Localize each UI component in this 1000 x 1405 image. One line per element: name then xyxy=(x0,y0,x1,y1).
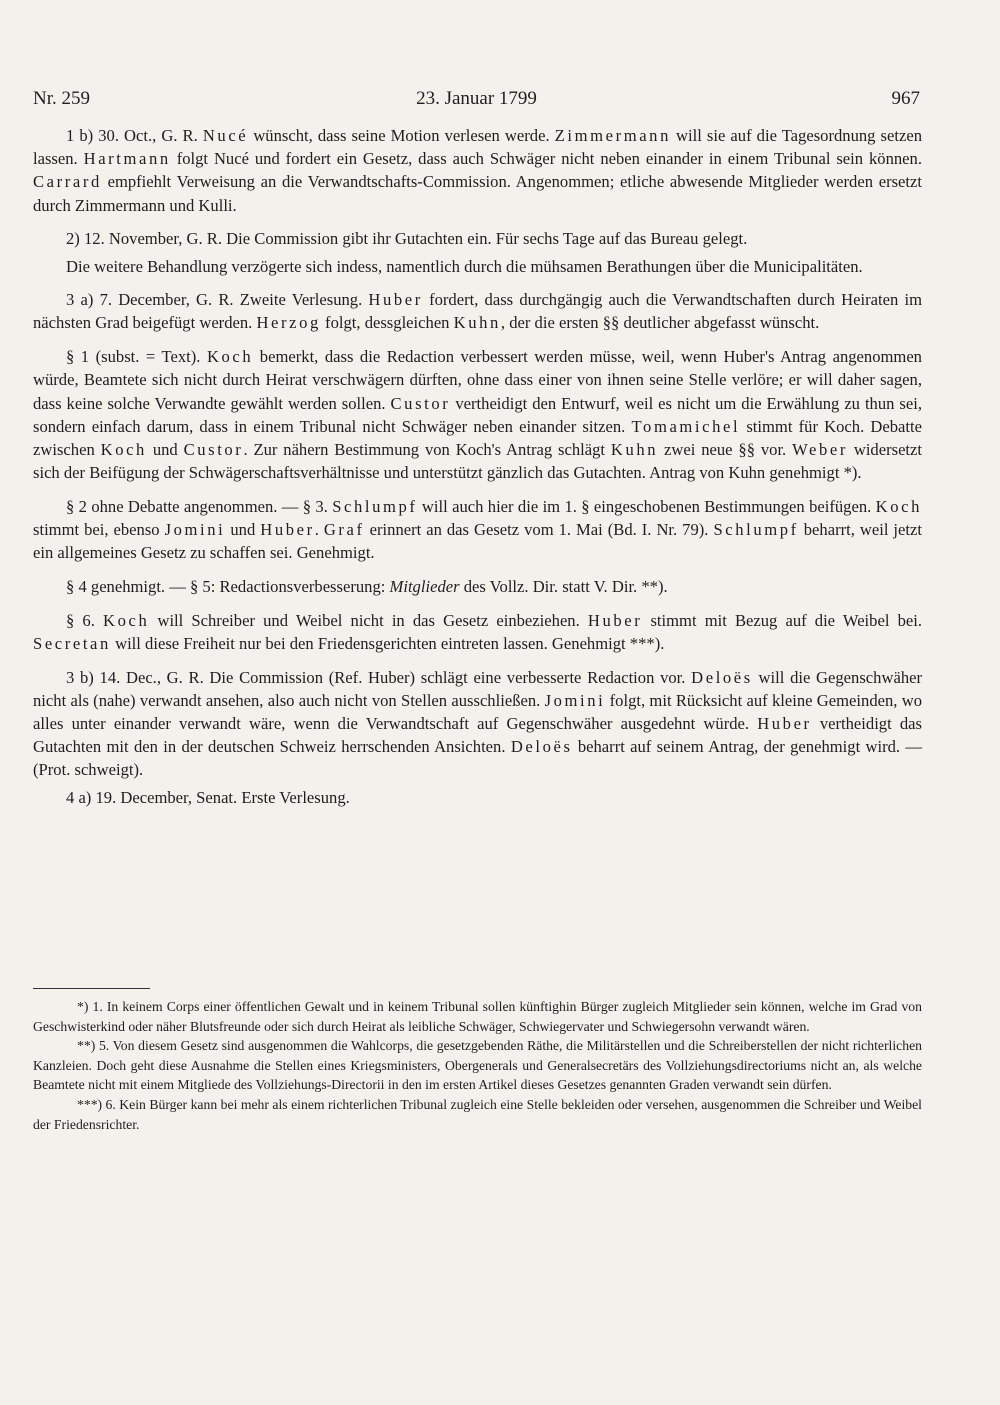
text-run: 3 b) 14. Dec., G. R. Die Commission (Ref. Huber) schlägt eine verbesserte Redaction vor. xyxy=(66,667,692,687)
paragraph xyxy=(33,495,922,565)
text-run: vertheidigt den Entwurf, weil es nicht um die Erwählung zu thun sei, sondern einfach darum, dass in einem Tribunal nicht Schwäger neben einander sitzen. xyxy=(33,393,923,436)
footnote: **) 5. Von diesem Gesetz sind ausgenommen die Wahlcorps, die gesetzgebenden Räthe, die Militärstellen und die Schreiberstellen der nicht richterlichen Kanzleien. Doch geht diese Ausnahme die Stellen eines Kriegsministers, Obergenerals und Generalsecretärs des Vollziehungsdirectoriums nicht an, als welche Beamtete nicht mit einem Mitgliede des Vollziehungs-Directorii in den im ersten Artikel dieses Gesetzes genannten Graden verwandt sein dürfen. xyxy=(33,1038,922,1093)
speaker-name: Koch xyxy=(103,610,150,630)
speaker-name: Hartmann xyxy=(83,149,171,169)
text-run: . xyxy=(314,520,324,540)
header-date: 23. Januar 1799 xyxy=(416,88,537,109)
text-run: , der die ersten §§ deutlicher abgefasst wünscht. xyxy=(500,313,820,333)
speaker-name: Koch xyxy=(100,439,147,459)
speaker-name: Kuhn xyxy=(453,313,501,333)
main-text xyxy=(33,124,922,819)
text-run: fordert, dass durchgängig auch die Verwandtschaften durch Heiraten im nächsten Grad beigefügt werden. xyxy=(33,290,922,333)
paragraph xyxy=(33,124,922,217)
text-run: widersetzt sich der Beifügung der Schwägerschaftsverhältnisse und unterstützt gänzlich das Gutachten. Antrag von Kuhn genehmigt *). xyxy=(33,439,923,483)
speaker-name: Graf xyxy=(323,520,365,540)
text-run: erinnert an das Gesetz vom 1. Mai (Bd. I. Nr. 79). xyxy=(364,520,714,540)
text-run: will Schreiber und Weibel nicht in das Gesetz einbeziehen. xyxy=(149,610,588,630)
speaker-name: Jomini xyxy=(544,690,606,710)
text-run: folgt, mit Rücksicht auf kleine Gemeinden, wo alles unter einander verwandt wäre, wenn die Verwandtschaft auf Gegenschwäher ausgedehnt würde. xyxy=(33,690,922,733)
speaker-name: Carrard xyxy=(33,172,102,192)
text-run: stimmt bei, ebenso xyxy=(33,520,165,540)
paragraph xyxy=(33,786,922,809)
page-number: 967 xyxy=(891,88,920,109)
footnote: ***) 6. Kein Bürger kann bei mehr als einem richterlichen Tribunal zugleich eine Stelle bekleiden oder versehen, ausgenommen die Schreiber und Weibel der Friedensrichter. xyxy=(33,1096,922,1132)
paragraph xyxy=(33,666,922,782)
paragraph xyxy=(33,255,922,278)
text-run: bemerkt, dass die Redaction verbessert werden müsse, weil, wenn Huber's Antrag angenommen würde, Beamtete sich nicht durch Heirat verschwägern dürften, ohne dass einer von ihnen seine Stelle verlöre; er will daher sagen, dass keine solche Verwandte gewählt werden sollen. xyxy=(33,347,922,413)
speaker-name: Koch xyxy=(875,496,922,516)
text-run: beharrt auf seinem Antrag, der genehmigt wird. — (Prot. schweigt). xyxy=(33,737,922,780)
speaker-name: Schlumpf xyxy=(332,496,418,516)
speaker-name: Huber xyxy=(260,520,315,540)
speaker-name: Tomamichel xyxy=(631,416,741,436)
text-run: will die Gegenschwäher nicht als (nahe) verwandt ansehen, also auch nicht von Stellen ausschließen. xyxy=(33,667,923,710)
text-run: wünscht, dass seine Motion verlesen werde. xyxy=(248,126,555,145)
speaker-name: Weber xyxy=(792,439,848,459)
text-run: 3 a) 7. December, G. R. Zweite Verlesung. xyxy=(66,290,369,310)
text-run: zwei neue §§ vor. xyxy=(658,439,793,459)
speaker-name: Custor xyxy=(183,439,244,459)
paragraph xyxy=(33,609,922,655)
text-run: stimmt für Koch. Debatte zwischen xyxy=(33,416,923,459)
text-run: will auch hier die im 1. § eingeschobenen Bestimmungen beifügen. xyxy=(417,496,876,516)
paragraph xyxy=(33,345,922,484)
paragraph xyxy=(33,288,922,334)
text-run: § 1 (subst. = Text). xyxy=(66,347,207,367)
text-run: § 4 genehmigt. — § 5: Redactionsverbesserung: xyxy=(66,576,390,596)
italic-term: Mitglieder xyxy=(389,576,460,596)
text-run: Die weitere Behandlung verzögerte sich indess, namentlich durch die mühsamen Berathungen über die Municipalitäten. xyxy=(66,256,863,276)
running-header xyxy=(33,88,920,112)
speaker-name: Deloës xyxy=(691,667,753,687)
text-run: will diese Freiheit nur bei den Friedensgerichten eintreten lassen. Genehmigt ***). xyxy=(110,633,665,653)
speaker-name: Schlumpf xyxy=(713,520,799,540)
paragraph xyxy=(33,575,922,598)
text-run: vertheidigt das Gutachten mit den in der deutschen Schweiz herrschenden Ansichten. xyxy=(33,713,922,757)
text-run: und xyxy=(225,520,261,540)
text-run: 2) 12. November, G. R. Die Commission gibt ihr Gutachten ein. Für sechs Tage auf das Bureau gelegt. xyxy=(66,229,748,249)
speaker-name: Secretan xyxy=(33,633,111,653)
paragraph xyxy=(33,227,922,250)
text-run: § 2 ohne Debatte angenommen. — § 3. xyxy=(66,496,333,516)
footnote: *) 1. In keinem Corps einer öffentlichen Gewalt und in keinem Tribunal sollen künftighin Bürger zugleich Mitglieder sein können, welche im Grad von Geschwisterkind oder näher Blutsfreunde oder sich durch Heirat als leibliche Schwäger, Schwiegervater und Schwiegersohn verwandt wären. xyxy=(33,999,922,1034)
speaker-name: Nucé xyxy=(202,126,249,145)
text-run: und xyxy=(146,439,184,459)
speaker-name: Custor xyxy=(390,393,451,413)
speaker-name: Kuhn xyxy=(610,439,659,459)
footnote-rule xyxy=(33,988,150,989)
speaker-name: Huber xyxy=(587,610,643,630)
text-run: empfiehlt Verweisung an die Verwandtschafts-Commission. Angenommen; etliche abwesende Mitglieder werden ersetzt durch Zimmermann und Kulli. xyxy=(33,172,922,215)
speaker-name: Deloës xyxy=(510,737,573,757)
text-run: 4 a) 19. December, Senat. Erste Verlesung. xyxy=(66,787,350,807)
speaker-name: Huber xyxy=(757,713,812,733)
text-run: . Zur nähern Bestimmung von Koch's Antrag schlägt xyxy=(243,439,611,459)
document-number: Nr. 259 xyxy=(33,88,90,109)
speaker-name: Herzog xyxy=(256,313,321,333)
text-run: stimmt mit Bezug auf die Weibel bei. xyxy=(642,610,922,630)
text-run: des Vollz. Dir. statt V. Dir. **). xyxy=(459,576,668,596)
speaker-name: Koch xyxy=(206,347,254,367)
footnotes xyxy=(33,997,922,1134)
text-run: folgt Nucé und fordert ein Gesetz, dass auch Schwäger nicht neben einander in einem Tribunal sein können. xyxy=(170,149,922,169)
text-run: folgt, dessgleichen xyxy=(320,313,454,333)
text-run: will sie auf die Tagesordnung setzen lassen. xyxy=(33,126,922,169)
speaker-name: Huber xyxy=(368,290,423,310)
text-run: § 6. xyxy=(66,610,103,630)
text-run: beharrt, weil jetzt ein allgemeines Gesetz zu schaffen sei. Genehmigt. xyxy=(33,520,922,563)
speaker-name: Jomini xyxy=(164,520,226,540)
text-run: 1 b) 30. Oct., G. R. xyxy=(66,126,203,145)
speaker-name: Zimmermann xyxy=(554,126,671,145)
